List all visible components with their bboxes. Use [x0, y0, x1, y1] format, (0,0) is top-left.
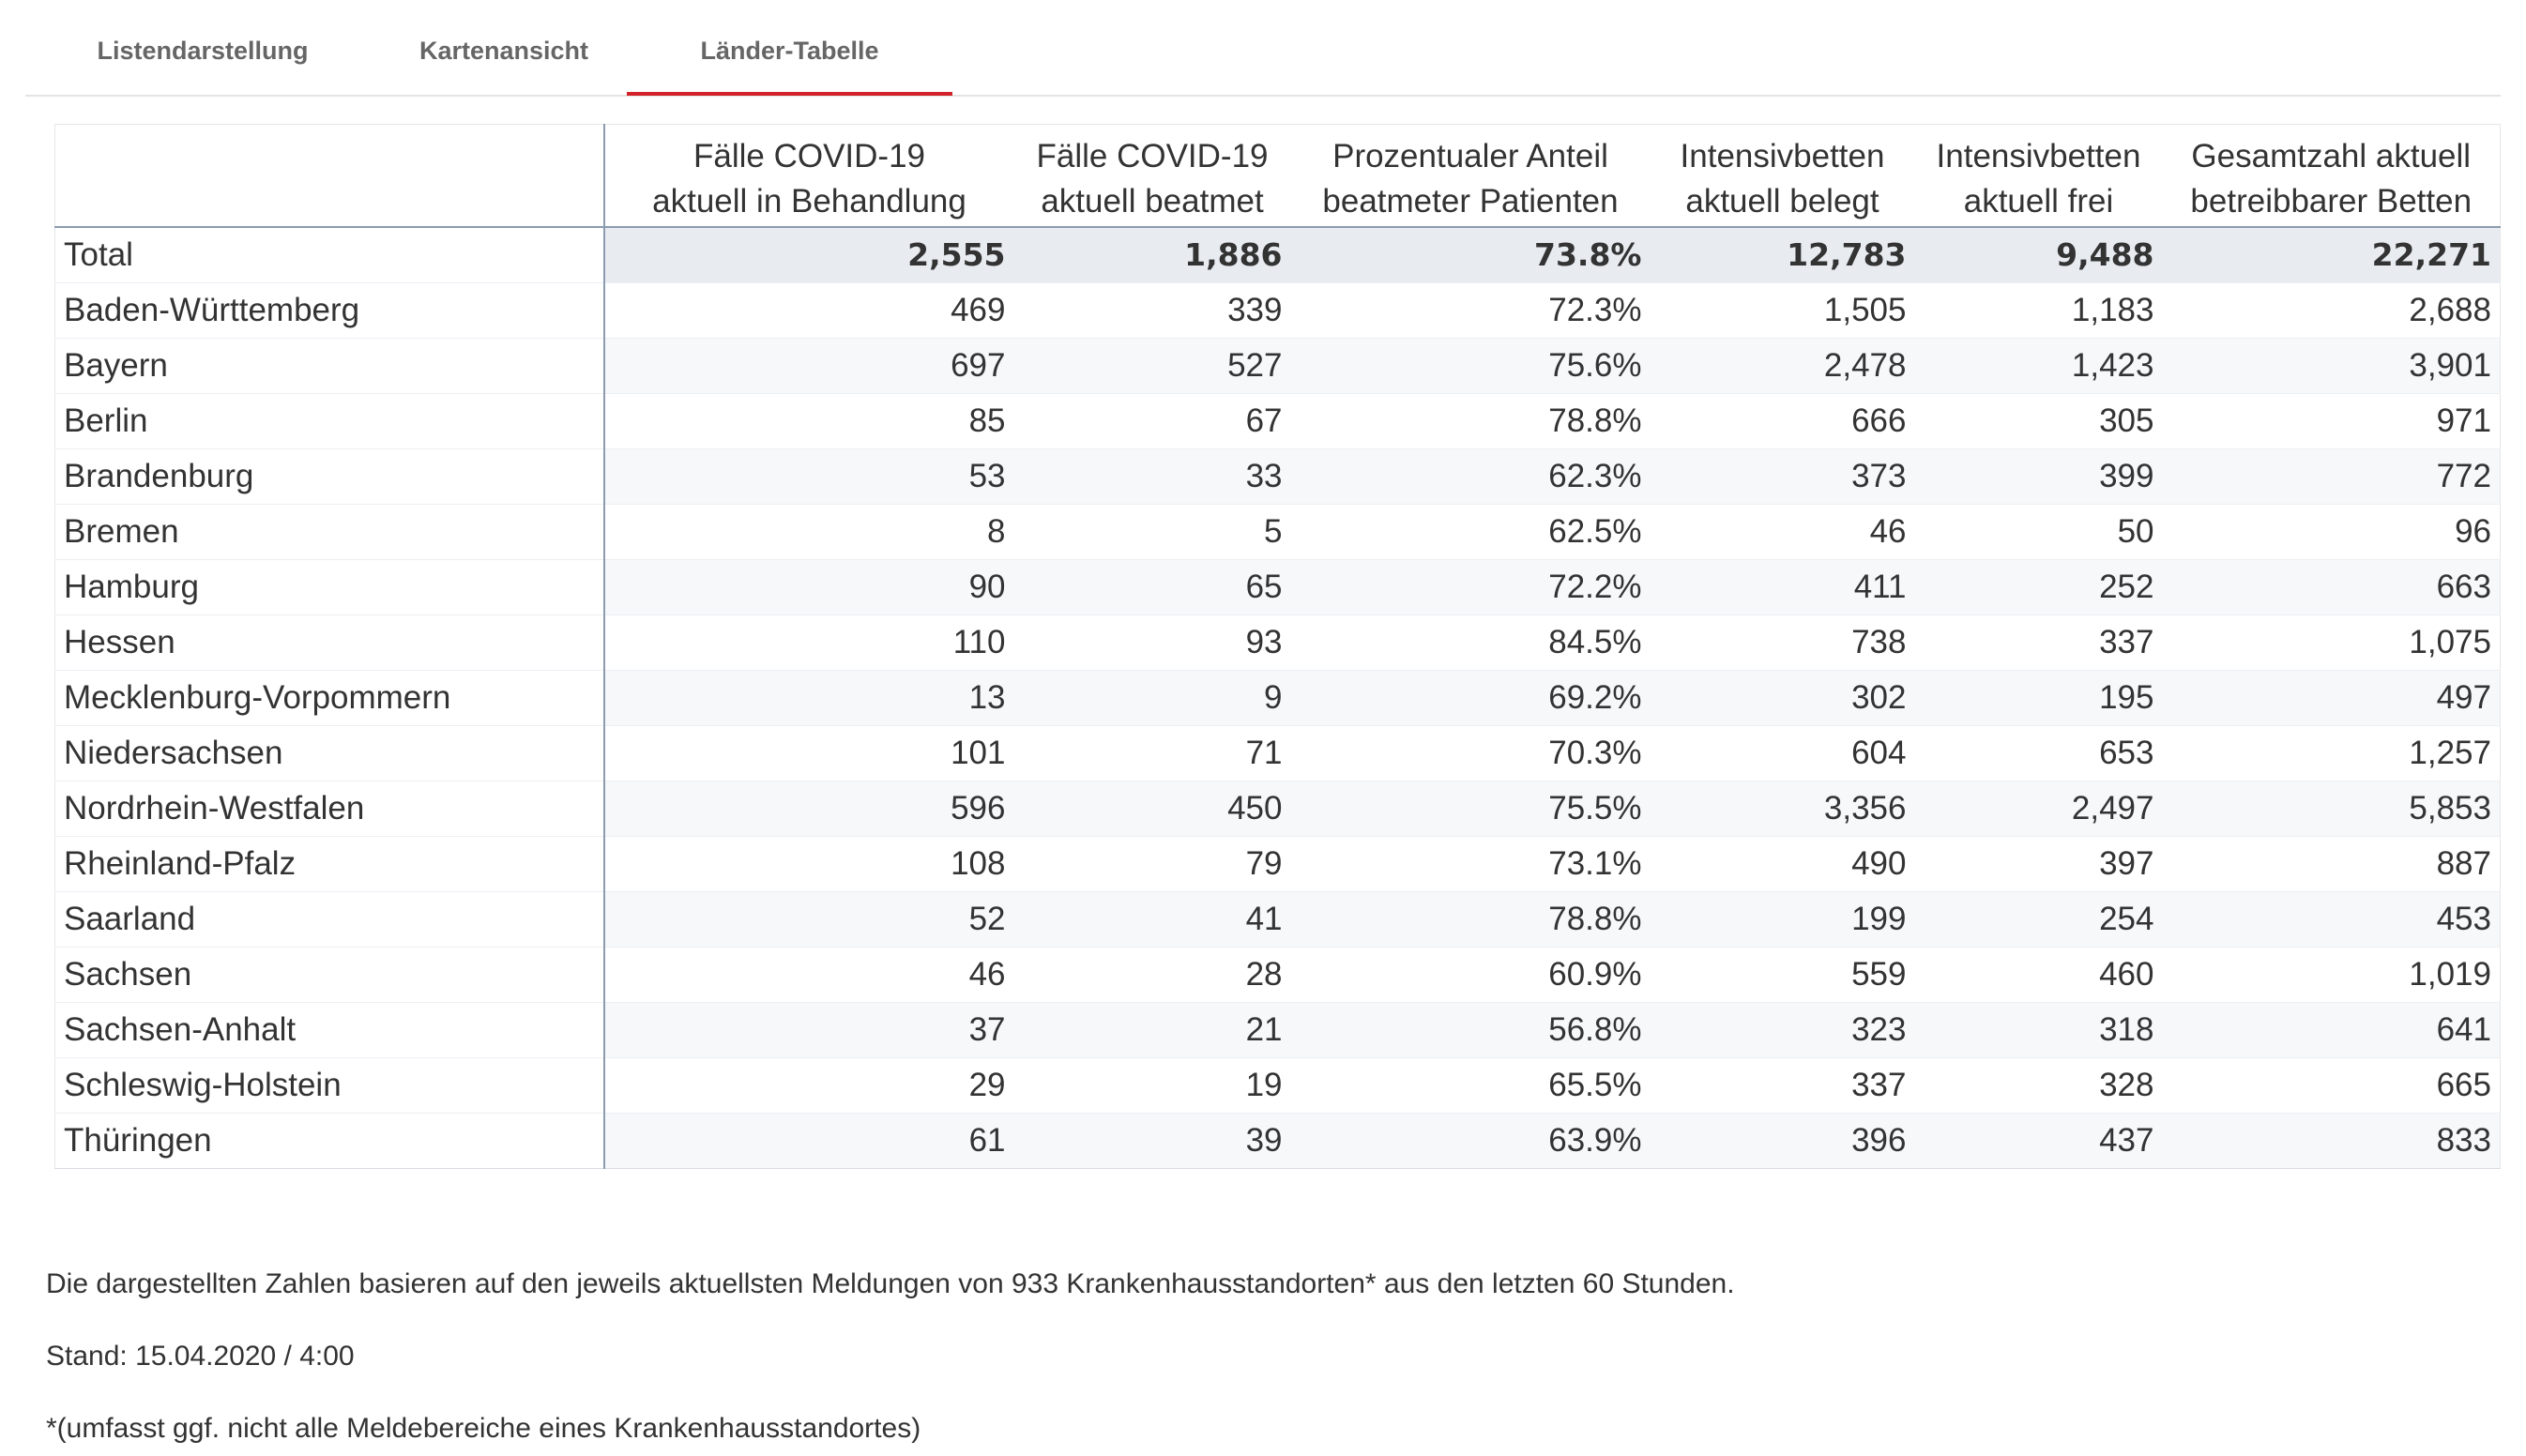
table-cell: 469	[604, 282, 1014, 338]
column-header[interactable]	[604, 125, 1014, 228]
table-cell: 69.2%	[1291, 670, 1651, 725]
table-cell: 9,488	[1915, 227, 2163, 282]
table-cell: 339	[1014, 282, 1291, 338]
column-header[interactable]	[1651, 125, 1915, 228]
row-label: Bremen	[55, 504, 604, 559]
table-cell: 1,019	[2163, 947, 2501, 1002]
column-header-line: Intensivbetten	[1936, 138, 2141, 174]
column-header[interactable]	[2163, 125, 2501, 228]
table-cell: 65.5%	[1291, 1057, 1651, 1113]
tab-kartenansicht[interactable]: Kartenansicht	[418, 37, 589, 65]
column-header-line: aktuell in Behandlung	[652, 183, 966, 220]
table-cell: 887	[2163, 836, 2501, 891]
table-cell: 39	[1014, 1113, 1291, 1168]
table-cell: 90	[604, 559, 1014, 614]
table-cell: 73.1%	[1291, 836, 1651, 891]
table-row	[55, 947, 2501, 1002]
table-cell: 110	[604, 614, 1014, 670]
row-label: Sachsen	[55, 947, 604, 1002]
table-cell: 2,478	[1651, 338, 1915, 393]
table-cell: 52	[604, 891, 1014, 947]
table-cell: 78.8%	[1291, 891, 1651, 947]
row-label: Baden-Württemberg	[55, 282, 604, 338]
column-header-line: betreibbarer Betten	[2190, 183, 2473, 220]
table-cell: 2,688	[2163, 282, 2501, 338]
laender-table-container	[54, 124, 2500, 1169]
table-cell: 1,886	[1014, 227, 1291, 282]
table-cell: 61	[604, 1113, 1014, 1168]
data-basis-note: Die dargestellten Zahlen basieren auf den jeweils aktuellsten Meldungen von 933 Krankenhausstandorten* aus den letzten 60 Stunden.	[46, 1268, 1735, 1299]
table-cell: 93	[1014, 614, 1291, 670]
table-cell: 56.8%	[1291, 1002, 1651, 1057]
table-row-total	[55, 227, 2501, 282]
table-cell: 53	[604, 448, 1014, 504]
table-cell: 665	[2163, 1057, 2501, 1113]
table-cell: 5,853	[2163, 781, 2501, 836]
table-cell: 396	[1651, 1113, 1915, 1168]
table-row	[55, 1057, 2501, 1113]
column-header-line: Gesamtzahl aktuell	[2191, 138, 2472, 174]
table-cell: 78.8%	[1291, 393, 1651, 448]
table-cell: 490	[1651, 836, 1915, 891]
row-label: Berlin	[55, 393, 604, 448]
table-cell: 195	[1915, 670, 2163, 725]
footnote: *(umfasst ggf. nicht alle Meldebereiche eines Krankenhausstandortes)	[46, 1413, 921, 1444]
table-row	[55, 725, 2501, 781]
table-cell: 460	[1915, 947, 2163, 1002]
row-label: Thüringen	[55, 1113, 604, 1168]
table-cell: 9	[1014, 670, 1291, 725]
table-cell: 437	[1915, 1113, 2163, 1168]
column-header-line: aktuell belegt	[1685, 183, 1879, 220]
table-body	[55, 227, 2501, 1168]
table-cell: 337	[1915, 614, 2163, 670]
row-label: Mecklenburg-Vorpommern	[55, 670, 604, 725]
table-cell: 453	[2163, 891, 2501, 947]
table-cell: 13	[604, 670, 1014, 725]
row-label: Nordrhein-Westfalen	[55, 781, 604, 836]
table-cell: 411	[1651, 559, 1915, 614]
table-cell: 3,356	[1651, 781, 1915, 836]
table-row	[55, 559, 2501, 614]
table-cell: 697	[604, 338, 1014, 393]
table-cell: 302	[1651, 670, 1915, 725]
tab-bar	[25, 0, 2501, 97]
table-cell: 85	[604, 393, 1014, 448]
table-row	[55, 1002, 2501, 1057]
row-label: Brandenburg	[55, 448, 604, 504]
table-cell: 337	[1651, 1057, 1915, 1113]
row-label: Hamburg	[55, 559, 604, 614]
column-header[interactable]	[1014, 125, 1291, 228]
table-cell: 50	[1915, 504, 2163, 559]
table-cell: 3,901	[2163, 338, 2501, 393]
table-cell: 373	[1651, 448, 1915, 504]
table-cell: 60.9%	[1291, 947, 1651, 1002]
table-row	[55, 282, 2501, 338]
row-label: Sachsen-Anhalt	[55, 1002, 604, 1057]
row-label: Hessen	[55, 614, 604, 670]
table-cell: 397	[1915, 836, 2163, 891]
table-cell: 318	[1915, 1002, 2163, 1057]
table-cell: 67	[1014, 393, 1291, 448]
timestamp-note: Stand: 15.04.2020 / 4:00	[46, 1341, 355, 1372]
row-label: Saarland	[55, 891, 604, 947]
row-label: Bayern	[55, 338, 604, 393]
table-cell: 450	[1014, 781, 1291, 836]
table-row	[55, 781, 2501, 836]
column-header-line: beatmeter Patienten	[1322, 183, 1619, 220]
table-cell: 641	[2163, 1002, 2501, 1057]
row-label: Niedersachsen	[55, 725, 604, 781]
column-header-line: Fälle COVID-19	[1036, 138, 1269, 174]
table-cell: 653	[1915, 725, 2163, 781]
table-row	[55, 393, 2501, 448]
table-cell: 79	[1014, 836, 1291, 891]
table-cell: 63.9%	[1291, 1113, 1651, 1168]
table-cell: 73.8%	[1291, 227, 1651, 282]
table-cell: 8	[604, 504, 1014, 559]
table-cell: 12,783	[1651, 227, 1915, 282]
table-cell: 323	[1651, 1002, 1915, 1057]
table-cell: 199	[1651, 891, 1915, 947]
table-cell: 2,555	[604, 227, 1014, 282]
table-cell: 497	[2163, 670, 2501, 725]
table-cell: 399	[1915, 448, 2163, 504]
table-cell: 1,075	[2163, 614, 2501, 670]
table-row	[55, 670, 2501, 725]
table-cell: 46	[1651, 504, 1915, 559]
table-cell: 96	[2163, 504, 2501, 559]
table-cell: 1,423	[1915, 338, 2163, 393]
column-header-line: Prozentualer Anteil	[1332, 138, 1608, 174]
table-header-row	[55, 125, 2501, 228]
table-cell: 604	[1651, 725, 1915, 781]
table-cell: 971	[2163, 393, 2501, 448]
table-cell: 559	[1651, 947, 1915, 1002]
table-cell: 527	[1014, 338, 1291, 393]
table-cell: 22,271	[2163, 227, 2501, 282]
table-cell: 1,505	[1651, 282, 1915, 338]
column-header-line: Intensivbetten	[1680, 138, 1885, 174]
tab-listendarstellung[interactable]: Listendarstellung	[97, 37, 309, 65]
table-cell: 21	[1014, 1002, 1291, 1057]
table-cell: 41	[1014, 891, 1291, 947]
table-row	[55, 504, 2501, 559]
laender-table	[54, 124, 2501, 1169]
table-cell: 833	[2163, 1113, 2501, 1168]
table-cell: 70.3%	[1291, 725, 1651, 781]
column-header-line: aktuell frei	[1963, 183, 2114, 220]
table-cell: 37	[604, 1002, 1014, 1057]
table-cell: 772	[2163, 448, 2501, 504]
table-cell: 305	[1915, 393, 2163, 448]
row-label: Schleswig-Holstein	[55, 1057, 604, 1113]
table-cell: 62.5%	[1291, 504, 1651, 559]
table-row	[55, 448, 2501, 504]
table-row	[55, 1113, 2501, 1168]
table-cell: 738	[1651, 614, 1915, 670]
table-cell: 1,183	[1915, 282, 2163, 338]
column-header-line: Fälle COVID-19	[692, 138, 926, 174]
table-cell: 71	[1014, 725, 1291, 781]
table-cell: 75.5%	[1291, 781, 1651, 836]
table-cell: 62.3%	[1291, 448, 1651, 504]
table-cell: 19	[1014, 1057, 1291, 1113]
row-label: Rheinland-Pfalz	[55, 836, 604, 891]
table-cell: 663	[2163, 559, 2501, 614]
table-cell: 33	[1014, 448, 1291, 504]
table-cell: 5	[1014, 504, 1291, 559]
table-cell: 108	[604, 836, 1014, 891]
table-cell: 28	[1014, 947, 1291, 1002]
table-row	[55, 614, 2501, 670]
table-cell: 72.3%	[1291, 282, 1651, 338]
column-header[interactable]	[1915, 125, 2163, 228]
table-cell: 596	[604, 781, 1014, 836]
table-cell: 252	[1915, 559, 2163, 614]
tab-laender-tabelle[interactable]: Länder-Tabelle	[627, 0, 952, 95]
row-label: Total	[55, 227, 604, 282]
column-header[interactable]	[1291, 125, 1651, 228]
table-cell: 46	[604, 947, 1014, 1002]
table-row	[55, 836, 2501, 891]
column-header-line: aktuell beatmet	[1041, 183, 1264, 220]
table-cell: 84.5%	[1291, 614, 1651, 670]
table-cell: 328	[1915, 1057, 2163, 1113]
table-cell: 29	[604, 1057, 1014, 1113]
table-row	[55, 338, 2501, 393]
table-cell: 1,257	[2163, 725, 2501, 781]
table-cell: 75.6%	[1291, 338, 1651, 393]
table-row	[55, 891, 2501, 947]
table-cell: 666	[1651, 393, 1915, 448]
table-cell: 2,497	[1915, 781, 2163, 836]
table-cell: 101	[604, 725, 1014, 781]
table-cell: 254	[1915, 891, 2163, 947]
table-cell: 72.2%	[1291, 559, 1651, 614]
table-cell: 65	[1014, 559, 1291, 614]
header-corner	[55, 125, 604, 228]
